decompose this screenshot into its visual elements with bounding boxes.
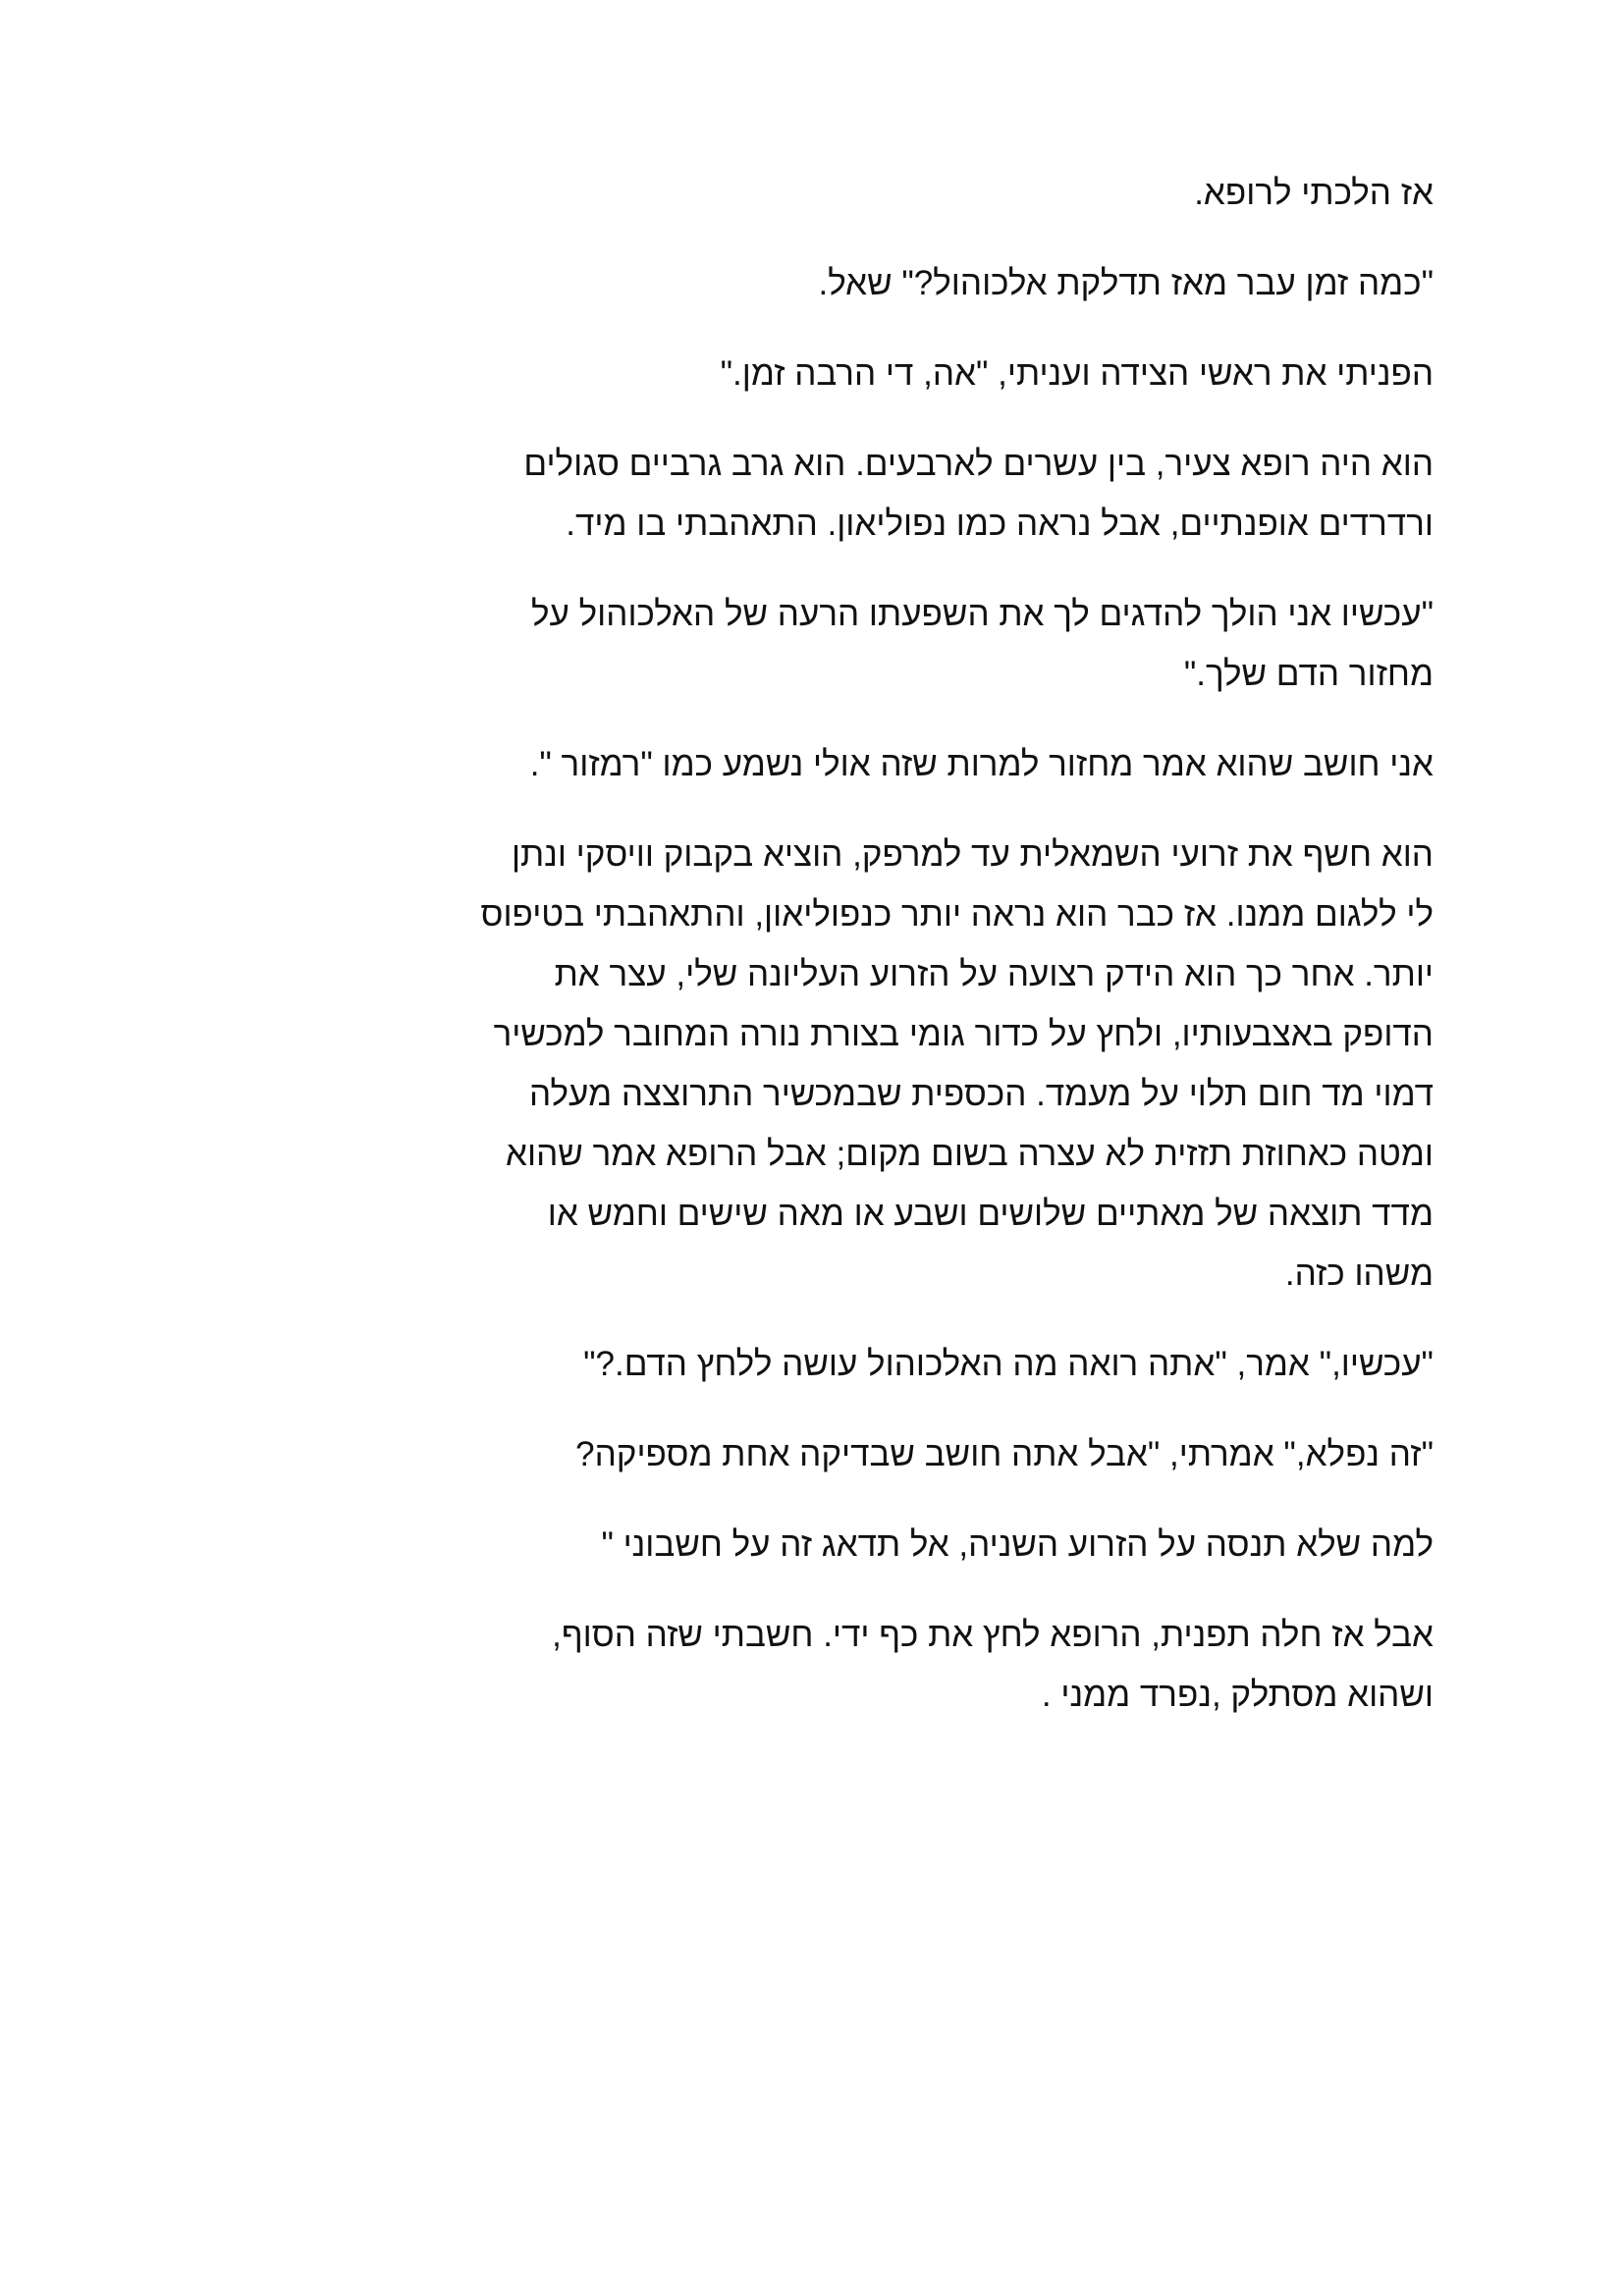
text-line: אני חושב שהוא אמר מחזור למרות שזה אולי נשמע כמו "רמזור ". [529,745,1434,783]
text-line: למה שלא תנסה על הזרוע השניה, אל תדאג זה על חשבוני " [601,1525,1434,1564]
paragraph-4 [187,434,1434,554]
text-line: משהו כזה. [1284,1255,1434,1293]
text-line: "עכשיו," אמר, "אתה רואה מה האלכוהול עושה ללחץ הדם.?" [583,1345,1434,1383]
text-line: מדד תוצאה של מאתיים שלושים ושבע או מאה שישים וחמש או [547,1195,1434,1233]
text-line: "כמה זמן עבר מאז תדלקת אלכוהול?" שאל. [818,264,1434,302]
text-line: ורדרדים אופנתיים, אבל נראה כמו נפוליאון. התאהבתי בו מיד. [566,505,1434,543]
paragraph-11 [187,1605,1434,1725]
paragraph-2 [187,253,1434,313]
text-line: הפניתי את ראשי הצידה ועניתי, "אה, די הרבה זמן." [720,354,1434,393]
text-line: ושהוא מסתלק ,נפרד ממני . [1041,1676,1434,1714]
text-line: ומטה כאחוזת תזזית לא עצרה בשום מקום; אבל הרופא אמר שהוא [506,1135,1434,1173]
text-line: "עכשיו אני הולך להדגים לך את השפעתו הרעה של האלכוהול על [531,595,1434,633]
paragraph-6 [187,734,1434,794]
paragraph-10 [187,1515,1434,1575]
text-line: יותר. אחר כך הוא הידק רצועה על הזרוע העליונה שלי, עצר את [554,955,1434,993]
paragraph-8 [187,1334,1434,1394]
paragraph-9 [187,1424,1434,1484]
paragraph-7 [187,825,1434,1304]
text-line: הוא חשף את זרועי השמאלית עד למרפק, הוציא בקבוק וויסקי ונתן [511,835,1434,874]
text-line: אז הלכתי לרופא. [1194,174,1434,212]
document-page [187,163,1434,1755]
text-line: דמוי מד חום תלוי על מעמד. הכספית שבמכשיר התרוצצה מעלה [529,1075,1434,1113]
text-line: לי ללגום ממנו. אז כבר הוא נראה יותר כנפוליאון, והתאהבתי בטיפוס [480,895,1434,934]
paragraph-3 [187,344,1434,403]
text-line: "זה נפלא," אמרתי, "אבל אתה חושב שבדיקה אחת מספיקה? [575,1435,1434,1473]
paragraph-5 [187,584,1434,704]
text-line: הוא היה רופא צעיר, בין עשרים לארבעים. הוא גרב גרביים סגולים [523,445,1434,483]
text-line: הדופק באצבעותיו, ולחץ על כדור גומי בצורת נורה המחובר למכשיר [493,1015,1434,1053]
paragraph-1 [187,163,1434,223]
text-line: מחזור הדם שלך." [1183,655,1434,693]
text-line: אבל אז חלה תפנית, הרופא לחץ את כף ידי. חשבתי שזה הסוף, [552,1616,1434,1654]
